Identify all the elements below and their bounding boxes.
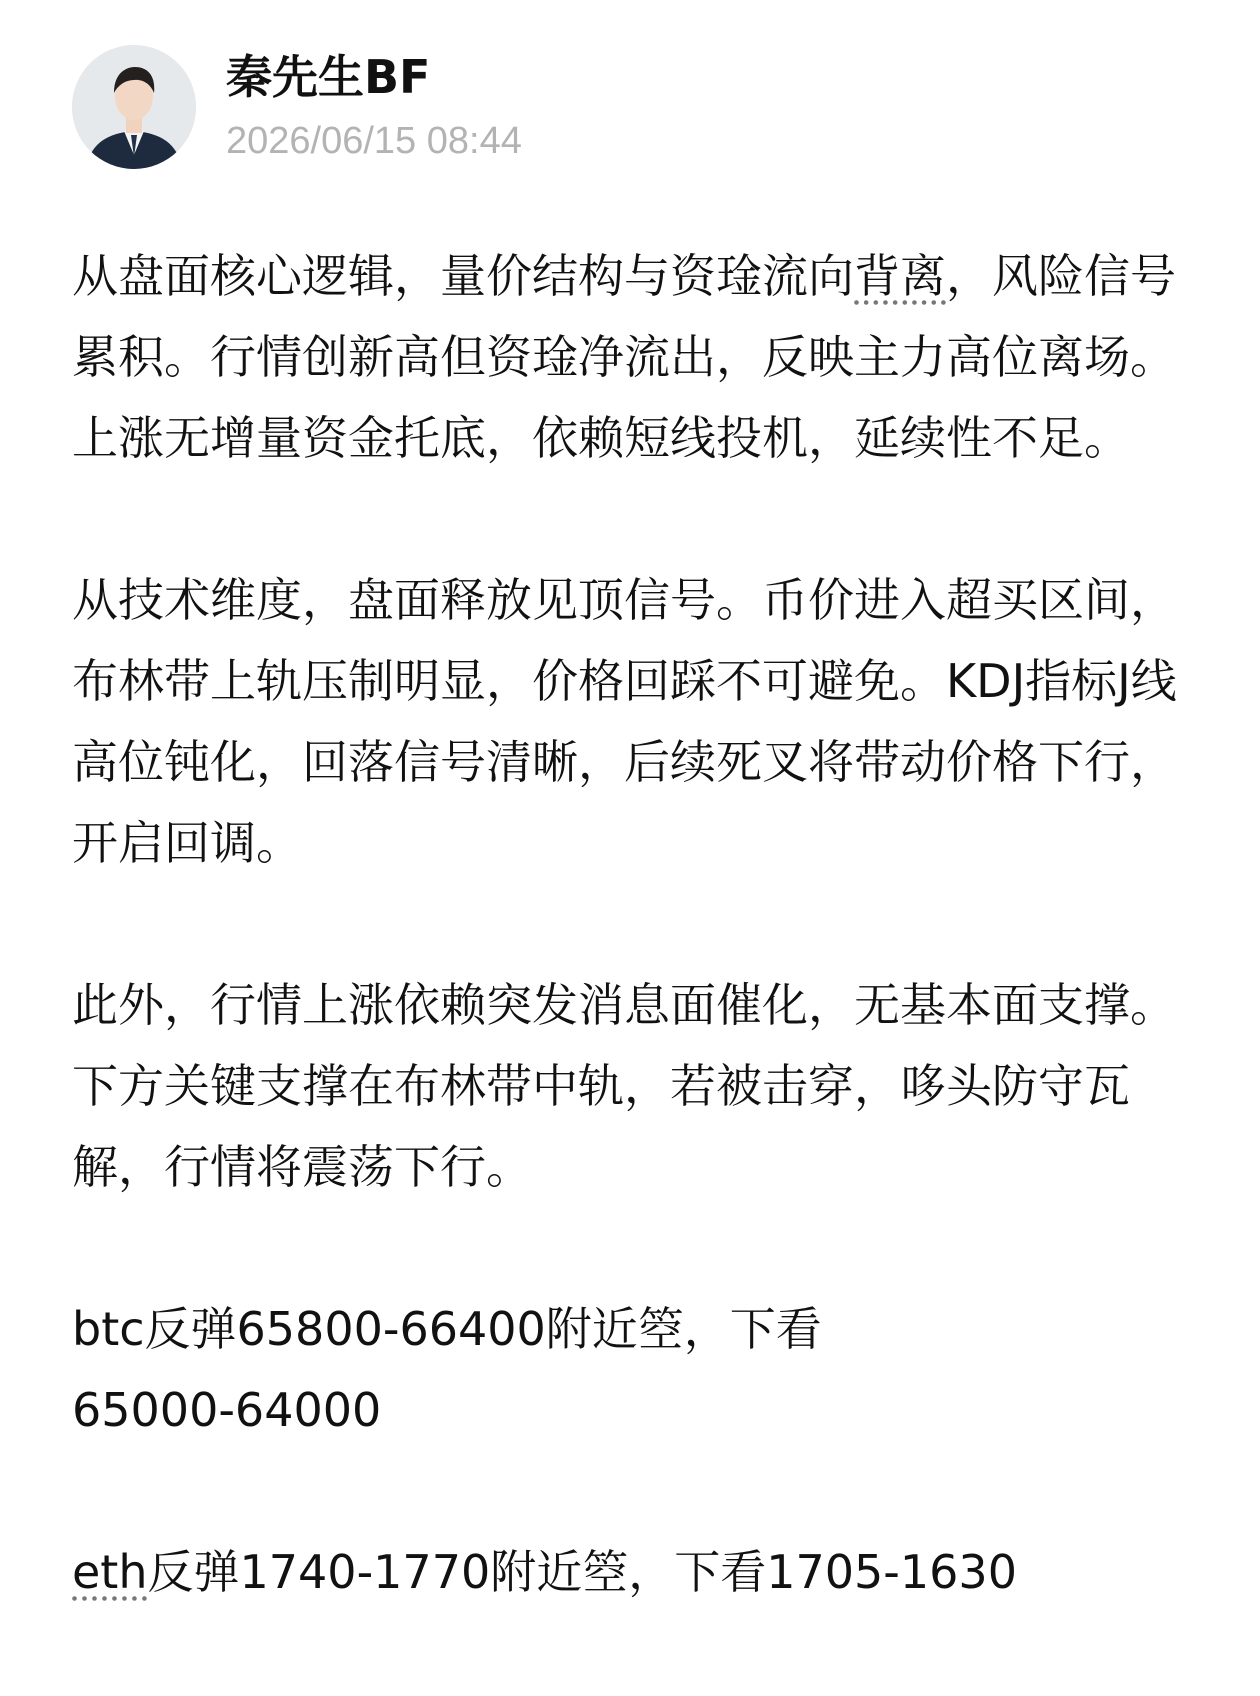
paragraph-text: 从盘面核心逻辑，量价结构与资琻流向 xyxy=(72,249,854,303)
btc-line-2: 65000-64000 xyxy=(72,1383,382,1437)
highlighted-term[interactable]: 背离 xyxy=(854,249,946,303)
paragraph-text: ，风险信号累积。行情创新高但资琻净流出，反映主力高位离场。上涨无增量资金托底，依赖短线投机，延续性不足。 xyxy=(72,249,1176,465)
highlighted-term-eth[interactable]: eth xyxy=(72,1545,148,1599)
post-card xyxy=(72,42,1192,1613)
post-paragraph-3: 此外，行情上涨依赖突发消息面催化，无基本面支撑。下方关键支撑在布林带中轨，若被击穿，哆头防守瓦解，行情将震荡下行。 xyxy=(72,978,1176,1194)
post-header xyxy=(72,42,1192,172)
paragraph-gap xyxy=(72,884,1192,965)
avatar-portrait-icon xyxy=(72,45,196,169)
paragraph-text: 反弹1740-1770附近箜，下看1705-1630 xyxy=(147,1545,1017,1599)
post-content xyxy=(72,236,1192,1613)
author-meta xyxy=(226,49,522,165)
post-paragraph-4 xyxy=(72,1289,1192,1451)
post-paragraph-5 xyxy=(72,1532,1192,1613)
author-avatar[interactable] xyxy=(72,45,196,169)
btc-line-1: btc反弹65800-66400附近箜，下看 xyxy=(72,1302,822,1356)
paragraph-gap xyxy=(72,1451,1192,1532)
post-paragraph-1 xyxy=(72,236,1192,479)
paragraph-gap xyxy=(72,479,1192,560)
post-paragraph-2: 从技术维度，盘面释放见顶信号。币价进入超买区间，布林带上轨压制明显，价格回踩不可避免。KDJ指标J线高位钝化，回落信号清晰，后续死叉将带动价格下行，开启回调。 xyxy=(72,573,1177,870)
author-name[interactable]: 秦先生BF xyxy=(226,50,431,104)
post-timestamp: 2026/06/15 08:44 xyxy=(226,120,522,162)
paragraph-gap xyxy=(72,1208,1192,1289)
